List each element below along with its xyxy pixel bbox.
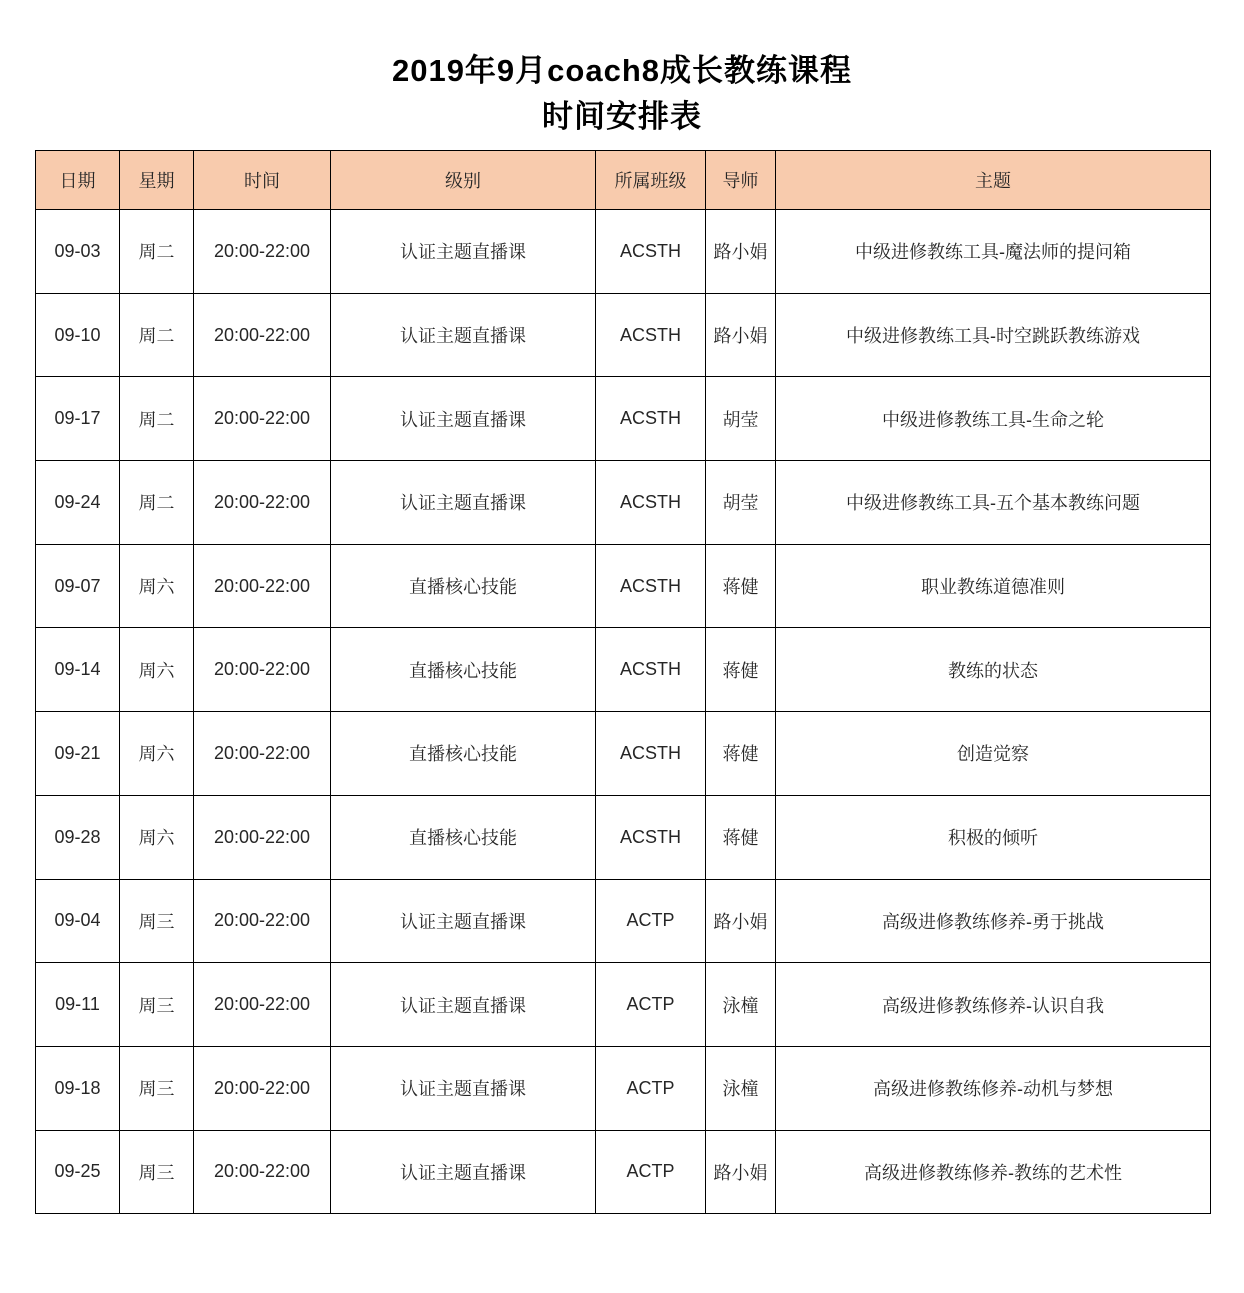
column-header-date: 日期: [36, 151, 120, 210]
cell-tutor: 蒋健: [706, 628, 776, 712]
table-row: [36, 1130, 1211, 1214]
cell-tutor: 路小娟: [706, 879, 776, 963]
cell-tutor: 路小娟: [706, 293, 776, 377]
cell-level: 直播核心技能: [331, 628, 596, 712]
cell-class: ACSTH: [596, 210, 706, 294]
cell-level: 直播核心技能: [331, 544, 596, 628]
cell-topic: 高级进修教练修养-动机与梦想: [776, 1046, 1211, 1130]
table-row: [36, 293, 1211, 377]
cell-tutor: 蒋健: [706, 795, 776, 879]
cell-class: ACSTH: [596, 293, 706, 377]
page-title: [0, 48, 1244, 140]
cell-weekday: 周三: [120, 1130, 194, 1214]
table-row: [36, 628, 1211, 712]
cell-time: 20:00-22:00: [194, 795, 331, 879]
cell-date: 09-17: [36, 377, 120, 461]
cell-class: ACSTH: [596, 461, 706, 545]
cell-time: 20:00-22:00: [194, 628, 331, 712]
cell-weekday: 周二: [120, 377, 194, 461]
cell-topic: 高级进修教练修养-勇于挑战: [776, 879, 1211, 963]
cell-topic: 中级进修教练工具-五个基本教练问题: [776, 461, 1211, 545]
cell-date: 09-25: [36, 1130, 120, 1214]
cell-tutor: 泳橦: [706, 1046, 776, 1130]
column-header-time: 时间: [194, 151, 331, 210]
cell-level: 直播核心技能: [331, 712, 596, 796]
table-row: [36, 1046, 1211, 1130]
cell-date: 09-04: [36, 879, 120, 963]
table-body: [36, 210, 1211, 1214]
column-header-topic: 主题: [776, 151, 1211, 210]
cell-tutor: 蒋健: [706, 544, 776, 628]
cell-class: ACTP: [596, 963, 706, 1047]
cell-time: 20:00-22:00: [194, 1130, 331, 1214]
cell-date: 09-18: [36, 1046, 120, 1130]
table-row: [36, 712, 1211, 796]
cell-date: 09-28: [36, 795, 120, 879]
table-row: [36, 963, 1211, 1047]
cell-tutor: 泳橦: [706, 963, 776, 1047]
cell-time: 20:00-22:00: [194, 293, 331, 377]
cell-class: ACTP: [596, 1130, 706, 1214]
cell-time: 20:00-22:00: [194, 1046, 331, 1130]
schedule-table: [35, 150, 1211, 1214]
cell-weekday: 周三: [120, 963, 194, 1047]
cell-weekday: 周三: [120, 879, 194, 963]
table-row: [36, 879, 1211, 963]
cell-class: ACTP: [596, 879, 706, 963]
cell-time: 20:00-22:00: [194, 377, 331, 461]
header-row: [36, 151, 1211, 210]
cell-date: 09-14: [36, 628, 120, 712]
cell-topic: 教练的状态: [776, 628, 1211, 712]
cell-class: ACSTH: [596, 712, 706, 796]
cell-time: 20:00-22:00: [194, 544, 331, 628]
cell-class: ACSTH: [596, 544, 706, 628]
cell-topic: 中级进修教练工具-魔法师的提问箱: [776, 210, 1211, 294]
cell-time: 20:00-22:00: [194, 461, 331, 545]
table-row: [36, 377, 1211, 461]
cell-time: 20:00-22:00: [194, 712, 331, 796]
page-title-line1: 2019年9月coach8成长教练课程: [391, 53, 853, 88]
cell-time: 20:00-22:00: [194, 963, 331, 1047]
cell-weekday: 周二: [120, 293, 194, 377]
table-row: [36, 461, 1211, 545]
cell-weekday: 周六: [120, 712, 194, 796]
cell-class: ACSTH: [596, 795, 706, 879]
cell-weekday: 周六: [120, 628, 194, 712]
table-row: [36, 544, 1211, 628]
cell-topic: 创造觉察: [776, 712, 1211, 796]
cell-tutor: 路小娟: [706, 210, 776, 294]
cell-date: 09-03: [36, 210, 120, 294]
cell-tutor: 胡莹: [706, 461, 776, 545]
cell-weekday: 周二: [120, 461, 194, 545]
table-row: [36, 795, 1211, 879]
cell-tutor: 蒋健: [706, 712, 776, 796]
cell-level: 认证主题直播课: [331, 210, 596, 294]
cell-level: 认证主题直播课: [331, 293, 596, 377]
cell-class: ACTP: [596, 1046, 706, 1130]
cell-date: 09-11: [36, 963, 120, 1047]
cell-level: 认证主题直播课: [331, 377, 596, 461]
column-header-tutor: 导师: [706, 151, 776, 210]
cell-class: ACSTH: [596, 377, 706, 461]
column-header-level: 级别: [331, 151, 596, 210]
cell-time: 20:00-22:00: [194, 210, 331, 294]
cell-weekday: 周二: [120, 210, 194, 294]
cell-tutor: 胡莹: [706, 377, 776, 461]
cell-topic: 积极的倾听: [776, 795, 1211, 879]
cell-topic: 高级进修教练修养-认识自我: [776, 963, 1211, 1047]
cell-date: 09-10: [36, 293, 120, 377]
cell-weekday: 周六: [120, 795, 194, 879]
cell-topic: 中级进修教练工具-生命之轮: [776, 377, 1211, 461]
cell-topic: 职业教练道德准则: [776, 544, 1211, 628]
cell-level: 认证主题直播课: [331, 963, 596, 1047]
cell-date: 09-07: [36, 544, 120, 628]
table-row: [36, 210, 1211, 294]
cell-level: 认证主题直播课: [331, 461, 596, 545]
cell-time: 20:00-22:00: [194, 879, 331, 963]
cell-topic: 中级进修教练工具-时空跳跃教练游戏: [776, 293, 1211, 377]
cell-date: 09-24: [36, 461, 120, 545]
column-header-class: 所属班级: [596, 151, 706, 210]
cell-date: 09-21: [36, 712, 120, 796]
cell-class: ACSTH: [596, 628, 706, 712]
cell-level: 认证主题直播课: [331, 1130, 596, 1214]
cell-level: 直播核心技能: [331, 795, 596, 879]
cell-weekday: 周三: [120, 1046, 194, 1130]
column-header-weekday: 星期: [120, 151, 194, 210]
page-title-line2: 时间安排表: [542, 99, 702, 134]
cell-tutor: 路小娟: [706, 1130, 776, 1214]
cell-topic: 高级进修教练修养-教练的艺术性: [776, 1130, 1211, 1214]
cell-level: 认证主题直播课: [331, 879, 596, 963]
cell-level: 认证主题直播课: [331, 1046, 596, 1130]
cell-weekday: 周六: [120, 544, 194, 628]
